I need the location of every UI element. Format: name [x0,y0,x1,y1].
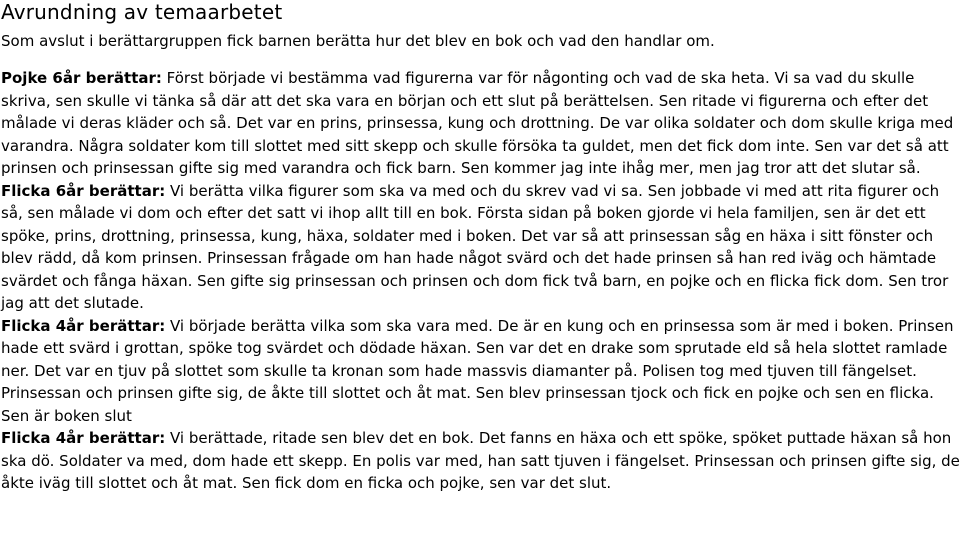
speaker-label: Flicka 4år berättar: [1,429,166,447]
story-paragraph [1,315,960,428]
story-text: Vi började berätta vilka som ska vara med. De är en kung och en prinsessa som är med i boken. Prinsen hade ett svärd i grottan, spöke tog svärdet och dödade häxan. Sen var det en drake som sprutade eld så hela slottet ramlade ner. Det var en tjuv på slottet som skulle ta kronan som hade massvis diamanter på. Polisen tog med tjuven till fängelset. Prinsessan och prinsen gifte sig, de åkte till slottet och åt mat. Sen blev prinsessan tjock och fick en pojke och sen en flicka. Sen är boken slut [1,316,954,425]
page-title: Avrundning av temaarbetet [1,0,283,24]
story-paragraph [1,427,960,495]
intro-text: Som avslut i berättargruppen fick barnen berätta hur det blev en bok och vad den handlar om. [1,32,715,50]
story-paragraph [1,67,960,180]
story-text: Vi berätta vilka figurer som ska va med och du skrev vad vi sa. Sen jobbade vi med att rita figurer och så, sen målade vi dom och efter det satt vi ihop allt till en bok. Första sidan på boken gjorde vi hela familjen, sen är det ett spöke, prins, drottning, prinsessa, kung, häxa, soldater med i boken. Det var så att prinsessan såg en häxa i sitt fönster och blev rädd, då kom prinsen. Prinsessan frågade om han hade något svärd och det hade prinsen så han red iväg och hämtade svärdet och fånga häxan. Sen gifte sig prinsessan och prinsen och dom fick två barn, en pojke och en flicka fick dom. Sen tror jag att det slutade. [1,181,949,312]
story-paragraph [1,180,960,315]
speaker-label: Flicka 6år berättar: [1,181,166,200]
speaker-label: Flicka 4år berättar: [1,316,166,335]
story-text: Först började vi bestämma vad figurerna var för någonting och vad de ska heta. Vi sa vad du skulle skriva, sen skulle vi tänka så där att det ska vara en början och ett slut på berättelsen. Sen ritade vi figurerna och efter det målade vi deras kläder och så. Det var en prins, prinsessa, kung och drottning. De var olika soldater och dom skulle kriga med varandra. Några soldater kom till slottet med sitt skepp och skulle försöka ta guldet, men det fick dom inte. Sen var det så att prinsen och prinsessan gifte sig med varandra och fick barn. Sen kommer jag inte ihåg mer, men jag tror att det slutar så. [1,69,954,177]
speaker-label: Pojke 6år berättar: [1,69,162,87]
story-text: Vi berättade, ritade sen blev det en bok. Det fanns en häxa och ett spöke, spöket puttade häxan så hon ska dö. Soldater va med, dom hade ett skepp. En polis var med, han satt tjuven i fängelset. Prinsessan och prinsen gifte sig, de åkte iväg till slottet och åt mat. Sen fick dom en ficka och pojke, sen var det slut. [1,429,960,492]
